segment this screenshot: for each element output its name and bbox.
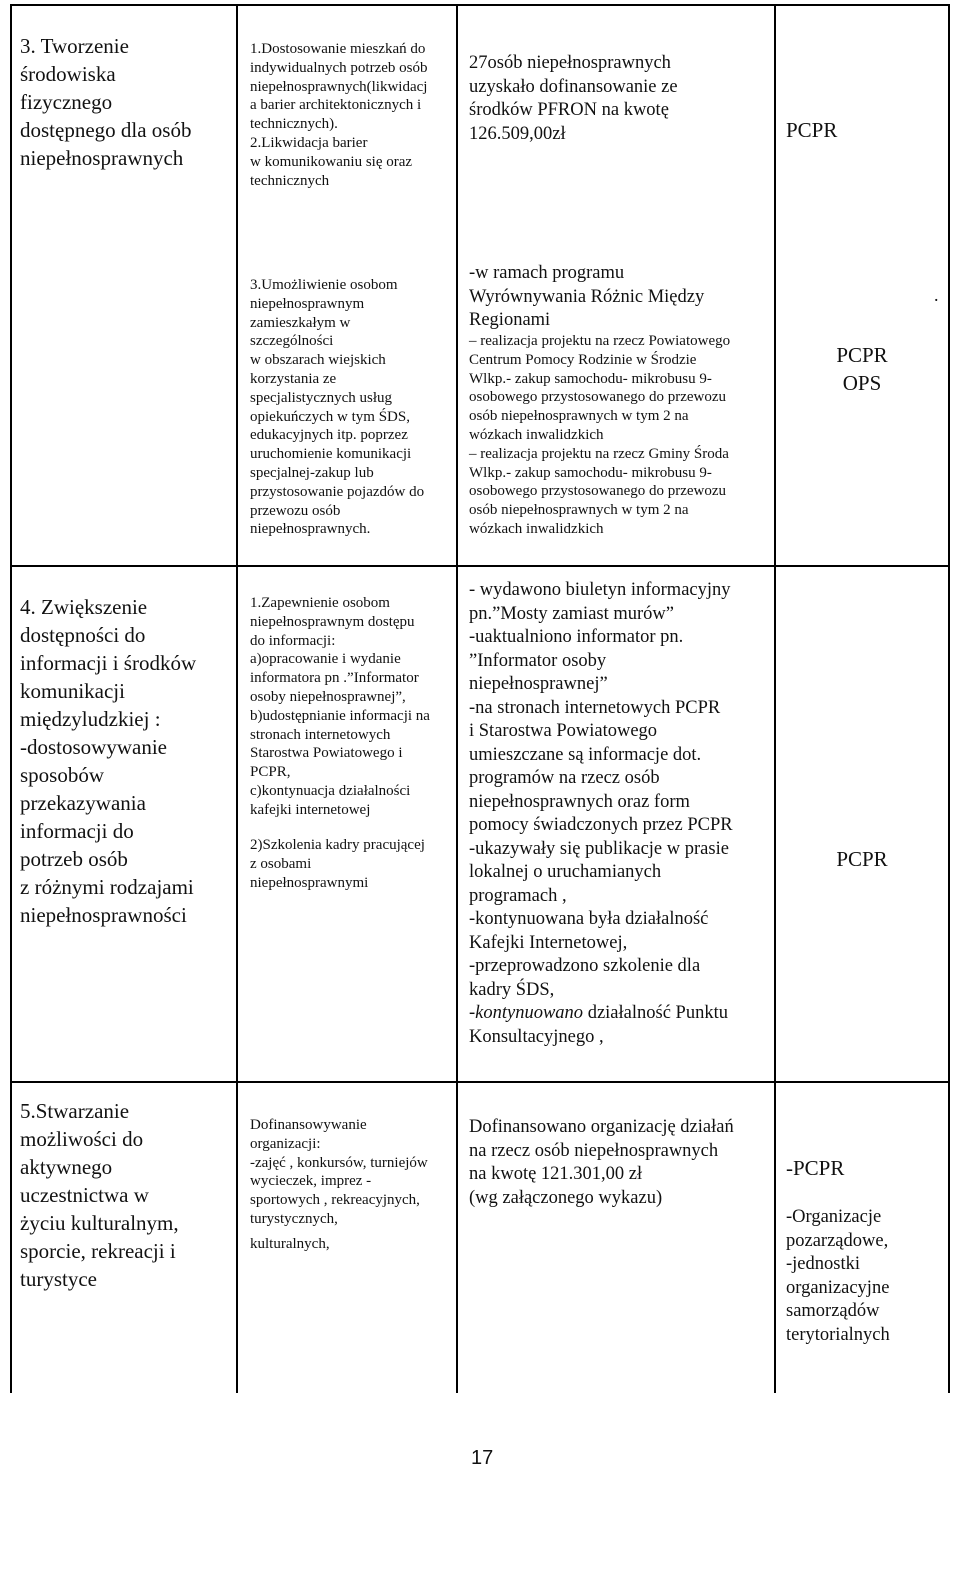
text-line: na kwotę 121.301,00 zł [469, 1164, 643, 1184]
text-line: lokalnej o uruchamianych [469, 862, 662, 882]
text-line: turystyce [20, 1267, 97, 1291]
row1-goal [20, 32, 234, 172]
text-line: 3.Umożliwienie osobom [250, 277, 398, 293]
text-line: edukacyjnych itp. poprzez [250, 427, 408, 444]
text-line: b)udostępnianie informacji na [250, 707, 430, 724]
text-line: niepełnosprawnych. [250, 521, 371, 538]
text-line: – realizacja projektu na rzecz Gminy Środa [469, 445, 729, 462]
page-number: 17 [471, 1447, 494, 1469]
row1b-responsible [776, 341, 948, 397]
stray-dot: . [934, 285, 939, 305]
text-line: kadry ŚDS, [469, 979, 555, 1000]
text-line: osób niepełnosprawnych w tym 2 na [469, 408, 689, 425]
text-line: PCPR, [250, 764, 291, 781]
row1b-results-heading [469, 262, 771, 333]
table-right-border [948, 4, 950, 1393]
text-line: Kafejki Internetowej, [469, 932, 628, 953]
text-line: niepełnosprawnym [250, 295, 365, 312]
text-line: Dofinansowywanie [250, 1117, 367, 1133]
text-line: c)kontynuacja działalności [250, 782, 411, 799]
text-line: wózkach inwalidzkich [469, 426, 604, 443]
text-line: niepełnosprawnych oraz form [469, 791, 690, 812]
text-line: Regionami [469, 310, 551, 330]
text-line: terytorialnych [786, 1324, 890, 1345]
text-line: niepełnosprawności [20, 903, 187, 927]
text-line: dostępności do [20, 623, 146, 647]
text-line: i Starostwa Powiatowego [469, 721, 658, 741]
text-line: wózkach inwalidzkich [469, 520, 604, 537]
text-line: technicznych). [250, 116, 338, 133]
text-line: 1.Dostosowanie mieszkań do [250, 41, 426, 57]
text-line: możliwości do [20, 1127, 144, 1151]
text-line: OPS [842, 371, 882, 395]
text-line: niepełnosprawnych(likwidacj [250, 78, 428, 95]
text-line: osób niepełnosprawnych w tym 2 na [469, 502, 689, 519]
text-line: informatora pn .”Informator [250, 670, 419, 687]
text-line: -na stronach internetowych PCPR [469, 697, 721, 718]
text-line: -zajęć , konkursów, turniejów [250, 1154, 428, 1171]
text-line: organizacyjne [786, 1277, 890, 1298]
text-line: indywidualnych potrzeb osób [250, 59, 428, 76]
text-line: stronach internetowych [250, 726, 391, 743]
row3-tasks [250, 1116, 454, 1254]
text-line: uruchomienie komunikacji [250, 446, 412, 463]
text-line: -uaktualniono informator pn. [469, 627, 684, 647]
text-line: Wyrównywania Różnic Między [469, 286, 705, 307]
text-line: z osobami [250, 855, 312, 872]
text-line: środków PFRON na kwotę [469, 100, 669, 120]
row-divider [10, 565, 950, 567]
row3-responsible [786, 1154, 946, 1182]
text-line: do informacji: [250, 632, 336, 649]
italic-text: -kontynuowano [469, 1003, 584, 1023]
text-line: przystosowanie pojazdów do [250, 483, 425, 500]
text-line: Starostwa Powiatowego i [250, 745, 403, 762]
text-line: sportowych , rekreacyjnych, [250, 1192, 420, 1209]
text-line: samorządów [786, 1301, 880, 1321]
text-line: a barier architektonicznych i [250, 97, 422, 114]
text-line: pomocy świadczonych przez PCPR [469, 815, 733, 835]
text-line: -PCPR [786, 1156, 845, 1180]
text-line: 5.Stwarzanie [20, 1099, 130, 1123]
text-line: w obszarach wiejskich [250, 352, 386, 369]
column-divider [236, 4, 238, 1393]
text-line: w komunikowaniu się oraz [250, 153, 413, 170]
text-line: z różnymi rodzajami [20, 875, 194, 899]
text-line: osobowego przystosowanego do przewozu [469, 483, 727, 500]
text-line: przewozu osób [250, 502, 341, 519]
row1-tasks [250, 40, 454, 190]
text-line: niepełnosprawnych [20, 146, 184, 170]
text-line: 2)Szkolenia kadry pracującej [250, 837, 425, 853]
column-divider [774, 4, 776, 1393]
text-line: technicznych [250, 172, 330, 189]
row3-responsible-list [786, 1206, 946, 1347]
text-line: -Organizacje [786, 1207, 882, 1227]
text-line: organizacji: [250, 1135, 321, 1152]
row2-tasks [250, 594, 454, 820]
text-line: informacji i środków [20, 651, 197, 675]
text-line: szczególności [250, 333, 334, 350]
text-line: umieszczane są informacje dot. [469, 744, 702, 765]
text-line: życiu kulturalnym, [20, 1211, 179, 1235]
text-line: PCPR [836, 343, 888, 367]
text-line: komunikacji [20, 679, 125, 703]
text-line [469, 1002, 771, 1026]
text-line: 126.509,00zł [469, 123, 566, 144]
text-line: -przeprowadzono szkolenie dla [469, 956, 701, 976]
text-line: -jednostki [786, 1254, 860, 1274]
text-line: PCPR [786, 118, 838, 142]
text-line: kulturalnych, [250, 1235, 330, 1252]
text-line: a)opracowanie i wydanie [250, 651, 401, 668]
text-line: specjalistycznych usług [250, 389, 393, 406]
row2-tasks-training [250, 836, 454, 892]
text-line: opiekuńczych w tym ŚDS, [250, 408, 410, 425]
row1-responsible [786, 116, 946, 144]
text-line: uzyskało dofinansowanie ze [469, 76, 678, 97]
row3-goal [20, 1097, 234, 1293]
text-line: sposobów [20, 763, 105, 787]
text-line: przekazywania [20, 791, 146, 815]
text-line: osoby niepełnosprawnej”, [250, 688, 406, 705]
text-line: aktywnego [20, 1155, 113, 1179]
text-line: wycieczek, imprez - [250, 1173, 372, 1190]
text-line: sporcie, rekreacji i [20, 1239, 176, 1263]
text-line: 4. Zwiększenie [20, 595, 148, 619]
text-line: Wlkp.- zakup samochodu- mikrobusu 9- [469, 370, 712, 387]
text-line: Dofinansowano organizację działań [469, 1117, 734, 1137]
text-line: środowiska [20, 62, 116, 86]
text-line: na rzecz osób niepełnosprawnych [469, 1140, 719, 1161]
row2-results [469, 579, 771, 1049]
table-top-border [10, 4, 950, 6]
text-line: niepełnosprawnymi [250, 874, 369, 891]
text-line: -w ramach programu [469, 263, 625, 283]
text-line: 27osób niepełnosprawnych [469, 53, 671, 73]
text-line: turystycznych, [250, 1210, 338, 1227]
row1b-tasks [250, 276, 454, 539]
text-line: uczestnictwa w [20, 1183, 149, 1207]
row2-goal [20, 593, 234, 929]
text-line: -dostosowywanie [20, 735, 167, 759]
text-line: -ukazywały się publikacje w prasie [469, 838, 729, 859]
column-divider [456, 4, 458, 1393]
text-line: 1.Zapewnienie osobom [250, 595, 390, 611]
row3-results [469, 1116, 771, 1210]
text-line: pozarządowe, [786, 1230, 889, 1251]
text-line: 3. Tworzenie [20, 34, 129, 58]
text-line: kafejki internetowej [250, 801, 371, 818]
text-line: -kontynuowana była działalność [469, 909, 709, 929]
text-line: ”Informator osoby [469, 650, 607, 671]
row-divider [10, 1081, 950, 1083]
text-line: – realizacja projektu na rzecz Powiatowego [469, 333, 731, 349]
text-line: specjalnej-zakup lub [250, 464, 374, 481]
text-line: Centrum Pomocy Rodzinie w Środzie [469, 351, 697, 368]
text-line: pn.”Mosty zamiast murów” [469, 603, 674, 624]
text-line: korzystania ze [250, 370, 337, 387]
text-line: międzyludzkiej : [20, 707, 161, 731]
text-line: programów na rzecz osób [469, 768, 660, 788]
table-left-border [10, 4, 12, 1393]
row1-results [469, 52, 771, 146]
text-line: Konsultacyjnego , [469, 1026, 604, 1047]
text-line: (wg załączonego wykazu) [469, 1187, 663, 1208]
text-line: osobowego przystosowanego do przewozu [469, 389, 727, 406]
text-line: fizycznego [20, 90, 113, 114]
text-segment: działalność Punktu [583, 1003, 728, 1023]
row1b-results-body [469, 332, 771, 539]
text-line: programach , [469, 885, 567, 906]
text-line: zamieszkałym w [250, 314, 351, 331]
text-line: dostępnego dla osób [20, 118, 192, 142]
text-line: informacji do [20, 819, 134, 843]
text-line: - wydawono biuletyn informacyjny [469, 580, 731, 600]
text-line: PCPR [836, 847, 888, 871]
text-line: Wlkp.- zakup samochodu- mikrobusu 9- [469, 464, 712, 481]
text-line: potrzeb osób [20, 847, 128, 871]
text-line: niepełnosprawnym dostępu [250, 613, 415, 630]
row2-responsible [776, 845, 948, 873]
text-line: 2.Likwidacja barier [250, 134, 368, 151]
text-line: niepełnosprawnej” [469, 674, 608, 694]
